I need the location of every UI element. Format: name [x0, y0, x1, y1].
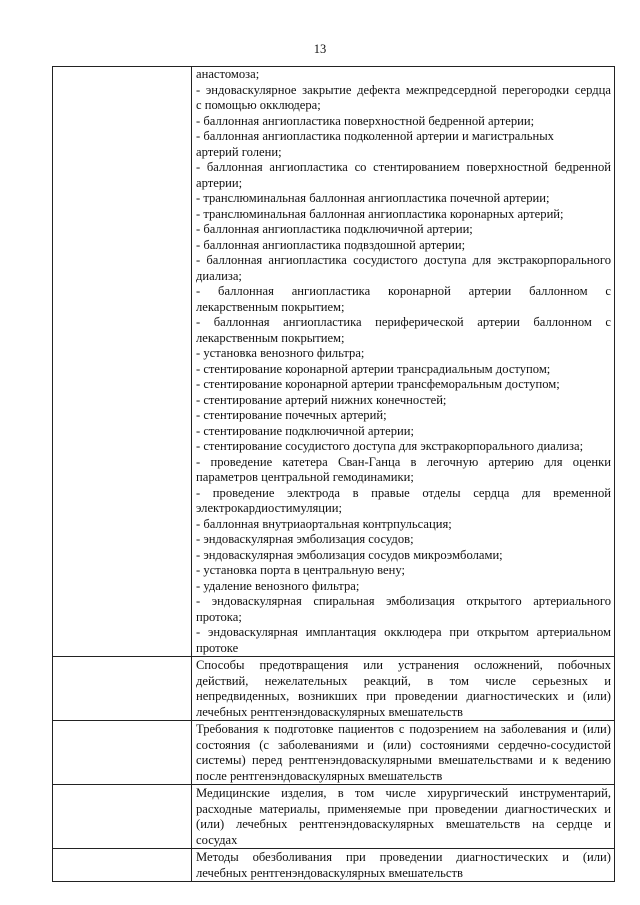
- text-line: Требования к подготовке пациентов с подозрением на заболевания и (или): [196, 722, 611, 736]
- text-line: - транслюминальная баллонная ангиопластика почечной артерии;: [196, 191, 550, 205]
- text-line: - стентирование почечных артерий;: [196, 408, 387, 422]
- text-line: - баллонная ангиопластика подвздошной артерии;: [196, 237, 466, 252]
- text-line: лекарственным покрытием;: [196, 299, 345, 314]
- left-column-cell: [53, 721, 192, 785]
- table-row: [53, 721, 615, 785]
- text-line: - баллонная ангиопластика коронарной артерии баллонном с: [196, 284, 611, 298]
- table-row: [53, 785, 615, 849]
- text-line: сосудах: [196, 832, 238, 847]
- requirement-cell: [192, 785, 615, 849]
- text-line: - стентирование коронарной артерии трансфеморальным доступом;: [196, 377, 560, 391]
- text-line: параметров центральной гемодинамики;: [196, 470, 414, 484]
- requirement-cell: [192, 657, 615, 721]
- text-line: - эндоваскулярная эмболизация сосудов;: [196, 532, 414, 546]
- text-line: - баллонная ангиопластика сосудистого доступа для экстракорпорального: [196, 253, 611, 267]
- text-line: состояния (с заболеваниями и (или) состояниями сердечно-сосудистой: [196, 737, 611, 752]
- text-line: - проведение электрода в правые отделы сердца для временной: [196, 485, 611, 500]
- text-line: - баллонная ангиопластика подколенной артерии и магистральных: [196, 129, 554, 143]
- text-line: - эндоваскулярное закрытие дефекта межпредсердной перегородки сердца: [196, 82, 611, 97]
- text-line: после рентгенэндоваскулярных вмешательств: [196, 768, 443, 783]
- text-line: - стентирование артерий нижних конечностей;: [196, 392, 447, 407]
- text-line: (или) лечебных рентгенэндоваскулярных вмешательств на сердце и: [196, 817, 611, 831]
- text-line: - стентирование коронарной артерии трансрадиальным доступом;: [196, 361, 551, 376]
- procedures-list-cell: [192, 67, 615, 657]
- left-column-cell: [53, 849, 192, 882]
- text-line: артерии;: [196, 175, 243, 190]
- text-line: - эндоваскулярная эмболизация сосудов микроэмболами;: [196, 547, 503, 562]
- requirement-cell: [192, 849, 615, 882]
- left-column-cell: [53, 785, 192, 849]
- text-line: - баллонная ангиопластика поверхностной бедренной артерии;: [196, 113, 535, 128]
- text-line: - баллонная ангиопластика со стентированием поверхностной бедренной: [196, 160, 611, 174]
- text-line: - эндоваскулярная спиральная эмболизация открытого артериального: [196, 594, 611, 608]
- text-line: - эндоваскулярная имплантация окклюдера при открытом артериальном: [196, 625, 611, 639]
- text-line: диализа;: [196, 268, 242, 283]
- text-line: - удаление венозного фильтра;: [196, 578, 360, 593]
- text-line: - установка порта в центральную вену;: [196, 563, 405, 577]
- text-line: - баллонная внутриаортальная контрпульсация;: [196, 516, 452, 531]
- text-line: - установка венозного фильтра;: [196, 346, 365, 360]
- left-column-cell: [53, 657, 192, 721]
- text-line: электрокардиостимуляции;: [196, 501, 343, 515]
- requirements-table: [52, 66, 615, 882]
- page-number: 13: [313, 42, 327, 56]
- requirement-cell: [192, 721, 615, 785]
- text-line: артерий голени;: [196, 144, 282, 159]
- text-line: лекарственным покрытием;: [196, 330, 345, 345]
- text-line: Способы предотвращения или устранения осложнений, побочных: [196, 658, 611, 672]
- text-line: - баллонная ангиопластика периферической артерии баллонном с: [196, 315, 611, 329]
- text-line: протока;: [196, 609, 242, 624]
- text-line: системы) перед рентгенэндоваскулярными вмешательствами и к ведению: [196, 753, 611, 767]
- text-line: действий, нежелательных реакций, в том числе серьезных и: [196, 673, 611, 688]
- text-line: - стентирование сосудистого доступа для экстракорпорального диализа;: [196, 439, 584, 453]
- table-row: [53, 67, 615, 657]
- requirement-text: [192, 657, 614, 720]
- text-line: - стентирование подключичной артерии;: [196, 423, 415, 438]
- text-line: Методы обезболивания при проведении диагностических и (или): [196, 850, 611, 864]
- text-line: - проведение катетера Сван-Ганца в легочную артерию для оценки: [196, 454, 611, 469]
- left-column-cell: [53, 67, 192, 657]
- requirement-text: [192, 721, 614, 784]
- text-line: лечебных рентгенэндоваскулярных вмешательств: [196, 865, 463, 880]
- procedures-list: [192, 67, 614, 656]
- requirement-text: [192, 785, 614, 848]
- table-row: [53, 657, 615, 721]
- text-line: анастомоза;: [196, 67, 260, 81]
- text-line: - транслюминальная баллонная ангиопластика коронарных артерий;: [196, 206, 564, 221]
- text-line: Медицинские изделия, в том числе хирургический инструментарий,: [196, 786, 611, 800]
- text-line: непредвиденных, возникших при проведении диагностических и (или): [196, 689, 611, 703]
- text-line: - баллонная ангиопластика подключичной артерии;: [196, 222, 473, 236]
- text-line: с помощью окклюдера;: [196, 98, 321, 112]
- text-line: протоке: [196, 640, 239, 655]
- requirement-text: [192, 849, 614, 881]
- text-line: лечебных рентгенэндоваскулярных вмешательств: [196, 704, 463, 719]
- table-row: [53, 849, 615, 882]
- text-line: расходные материалы, применяемые при проведении диагностических и: [196, 801, 611, 816]
